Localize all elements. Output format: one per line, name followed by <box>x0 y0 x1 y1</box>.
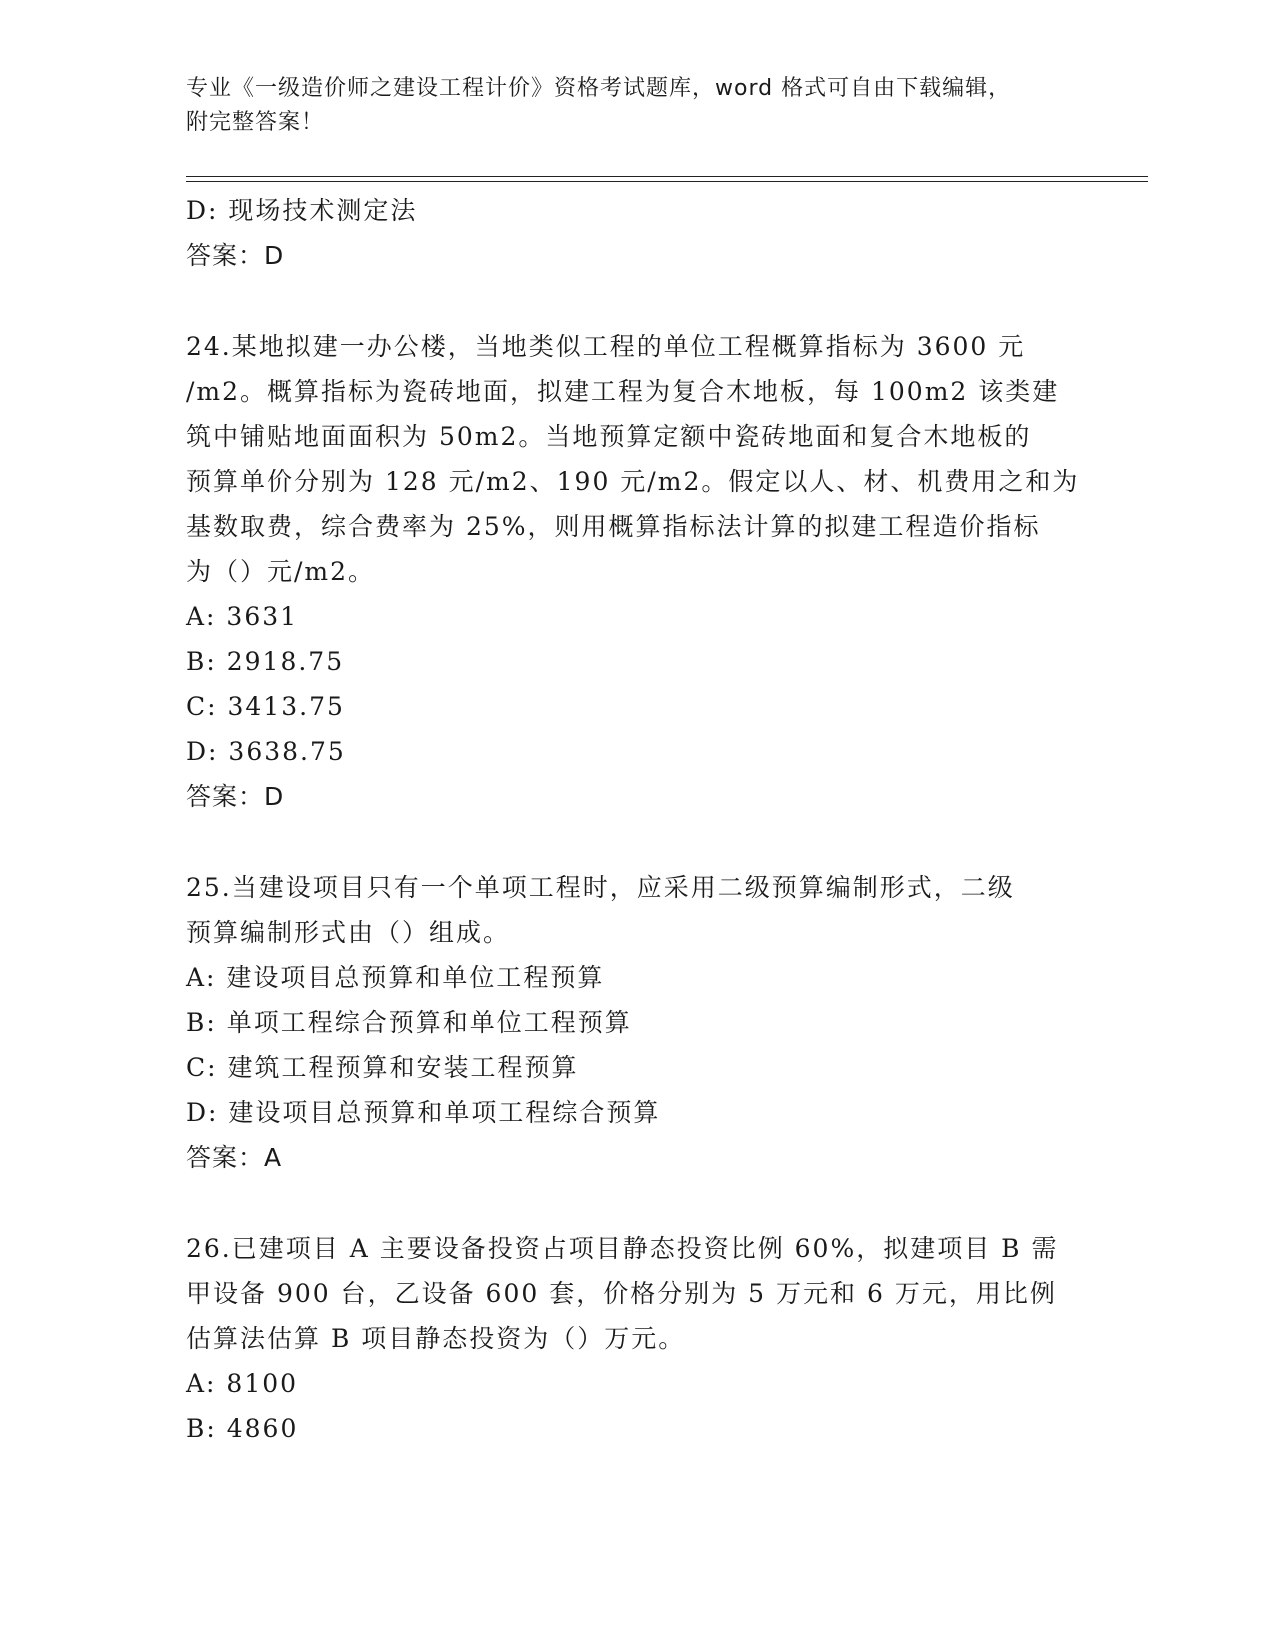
question-24 <box>186 324 1086 819</box>
answer-line: 答案：D <box>186 241 285 270</box>
question-24-option-d: D: 3638.75 <box>186 737 346 766</box>
question-25 <box>186 865 1086 1180</box>
question-24-option-c: C: 3413.75 <box>186 692 345 721</box>
question-24-stem-line: 筑中铺贴地面面积为 50m2。当地预算定额中瓷砖地面和复合木地板的 <box>186 422 1032 451</box>
question-24-stem-line: 24.某地拟建一办公楼，当地类似工程的单位工程概算指标为 3600 元 <box>186 332 1026 361</box>
spacer <box>186 278 1086 324</box>
question-24-stem-line: 基数取费，综合费率为 25%，则用概算指标法计算的拟建工程造价指标 <box>186 512 1041 541</box>
question-25-stem-line: 预算编制形式由（）组成。 <box>186 918 511 947</box>
question-26-option-b: B: 4860 <box>186 1414 299 1443</box>
header-line-1: 专业《一级造价师之建设工程计价》资格考试题库，word 格式可自由下载编辑， <box>186 76 1012 101</box>
header-line-2: 附完整答案！ <box>186 110 325 135</box>
question-26-stem-line: 甲设备 900 台，乙设备 600 套，价格分别为 5 万元和 6 万元，用比例 <box>186 1279 1057 1308</box>
option-d: D: 现场技术测定法 <box>186 196 418 225</box>
question-25-answer: 答案：A <box>186 1143 283 1172</box>
question-25-option-a: A: 建设项目总预算和单位工程预算 <box>186 963 605 992</box>
question-25-option-d: D: 建设项目总预算和单项工程综合预算 <box>186 1098 661 1127</box>
header-rule-bottom <box>186 181 1148 182</box>
spacer <box>186 1180 1086 1226</box>
question-24-option-b: B: 2918.75 <box>186 647 345 676</box>
question-24-stem-line: 预算单价分别为 128 元/m2、190 元/m2。假定以人、材、机费用之和为 <box>186 467 1080 496</box>
document-header <box>186 72 1086 140</box>
question-25-option-b: B: 单项工程综合预算和单位工程预算 <box>186 1008 632 1037</box>
question-24-stem-line: 为（）元/m2。 <box>186 557 376 586</box>
question-25-stem-line: 25.当建设项目只有一个单项工程时，应采用二级预算编制形式，二级 <box>186 873 1015 902</box>
question-24-option-a: A: 3631 <box>186 602 299 631</box>
question-26 <box>186 1226 1086 1451</box>
spacer <box>186 819 1086 865</box>
question-26-stem-line: 估算法估算 B 项目静态投资为（）万元。 <box>186 1324 686 1353</box>
question-24-answer: 答案：D <box>186 782 285 811</box>
question-26-option-a: A: 8100 <box>186 1369 299 1398</box>
question-26-stem-line: 26.已建项目 A 主要设备投资占项目静态投资比例 60%，拟建项目 B 需 <box>186 1234 1059 1263</box>
question-content <box>186 188 1086 1451</box>
question-24-stem-line: /m2。概算指标为瓷砖地面，拟建工程为复合木地板，每 100m2 该类建 <box>186 377 1060 406</box>
question-25-option-c: C: 建筑工程预算和安装工程预算 <box>186 1053 579 1082</box>
header-rule-top <box>186 176 1148 177</box>
